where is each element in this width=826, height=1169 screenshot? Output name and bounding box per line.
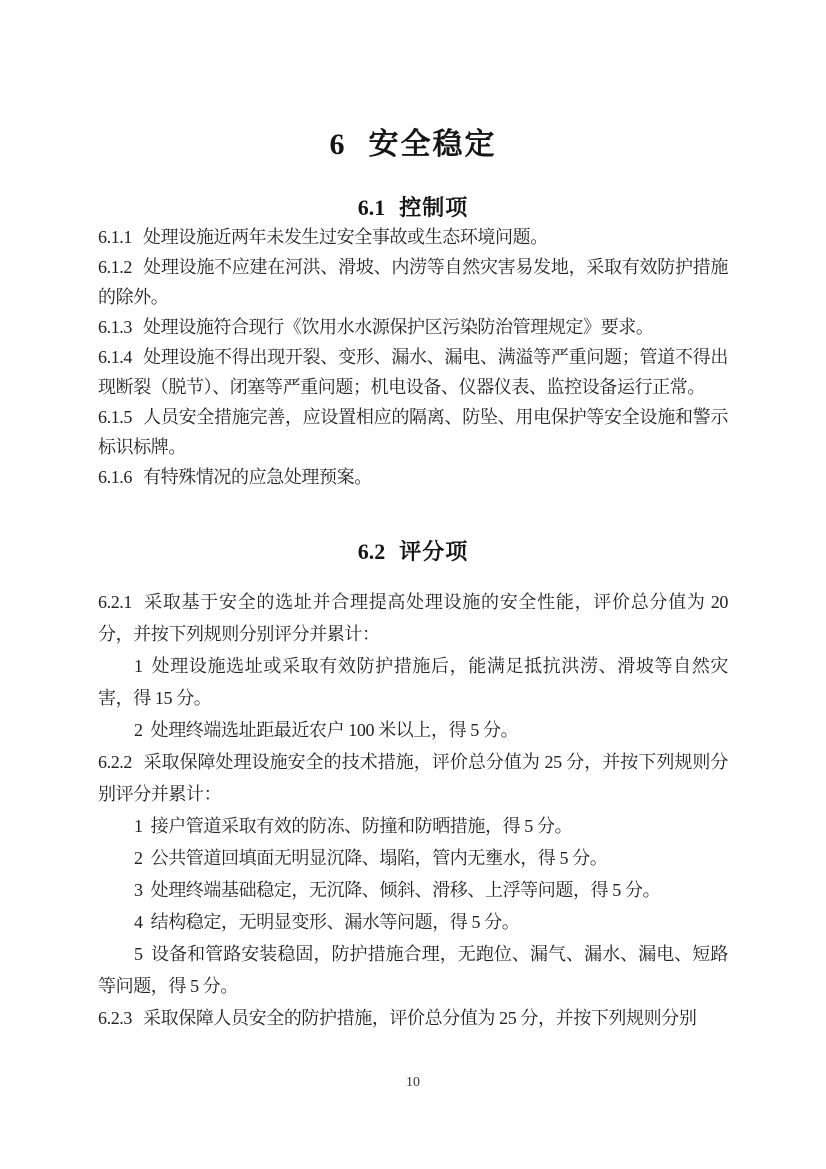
clause-text: 有特殊情况的应急处理预案。	[143, 467, 372, 487]
clause-6-1-4	[98, 342, 728, 402]
item-number: 2	[134, 848, 143, 868]
clause-number: 6.1.4	[98, 347, 133, 367]
sub-item-6-2-1-2	[98, 714, 728, 746]
clause-6-1-3	[98, 312, 728, 342]
clause-6-1-1	[98, 222, 728, 252]
item-number: 1	[134, 656, 143, 676]
clause-number: 6.1.2	[98, 257, 133, 277]
sub-item-6-2-2-2	[98, 842, 728, 874]
section-number: 6.2	[357, 539, 386, 564]
clause-text: 处理设施近两年未发生过安全事故或生态环境问题。	[143, 227, 548, 247]
clause-number: 6.2.3	[98, 1008, 133, 1028]
chapter-heading	[98, 0, 728, 164]
chapter-number: 6	[329, 128, 345, 161]
section-6-2-body	[98, 586, 728, 1034]
page-number: 10	[406, 1075, 420, 1090]
sub-item-6-2-2-4	[98, 906, 728, 938]
clause-text: 人员安全措施完善，应设置相应的隔离、防坠、用电保护等安全设施和警示标识标牌。	[98, 407, 728, 457]
item-number: 2	[134, 720, 143, 740]
clause-number: 6.1.3	[98, 317, 133, 337]
clause-text: 采取基于安全的选址并合理提高处理设施的安全性能，评价总分值为 20 分，并按下列规则分别评分并累计：	[98, 592, 728, 644]
clause-6-2-2	[98, 746, 728, 810]
chapter-title: 安全稳定	[368, 128, 497, 161]
item-text: 处理终端选址距最近农户 100 米以上，得 5 分。	[150, 720, 519, 740]
section-title: 评分项	[399, 539, 469, 564]
clause-text: 采取保障人员安全的防护措施，评价总分值为 25 分，并按下列规则分别	[143, 1008, 697, 1028]
clause-number: 6.2.2	[98, 752, 133, 772]
section-title: 控制项	[399, 195, 469, 220]
clause-6-1-2	[98, 252, 728, 312]
clause-number: 6.1.5	[98, 407, 133, 427]
clause-6-2-1	[98, 586, 728, 650]
clause-text: 采取保障处理设施安全的技术措施，评价总分值为 25 分，并按下列规则分别评分并累计：	[98, 752, 728, 804]
clause-number: 6.1.1	[98, 227, 133, 247]
sub-item-6-2-2-3	[98, 874, 728, 906]
page-content	[98, 0, 728, 1034]
section-6-1-body	[98, 222, 728, 492]
item-text: 处理终端基础稳定，无沉降、倾斜、滑移、上浮等问题，得 5 分。	[150, 880, 661, 900]
clause-text: 处理设施符合现行《饮用水水源保护区污染防治管理规定》要求。	[143, 317, 654, 337]
item-number: 5	[134, 944, 143, 964]
clause-6-1-5	[98, 402, 728, 462]
item-number: 3	[134, 880, 143, 900]
clause-text: 处理设施不应建在河洪、滑坡、内涝等自然灾害易发地，采取有效防护措施的除外。	[98, 257, 728, 307]
clause-6-2-3	[98, 1002, 728, 1034]
section-heading-6-2	[98, 538, 728, 566]
item-text: 处理设施选址或采取有效防护措施后，能满足抵抗洪涝、滑坡等自然灾害，得 15 分。	[98, 656, 728, 708]
section-number: 6.1	[357, 195, 386, 220]
clause-number: 6.1.6	[98, 467, 133, 487]
item-number: 4	[134, 912, 143, 932]
sub-item-6-2-2-5	[98, 938, 728, 1002]
sub-item-6-2-2-1	[98, 810, 728, 842]
item-number: 1	[134, 816, 143, 836]
item-text: 公共管道回填面无明显沉降、塌陷，管内无壅水，得 5 分。	[150, 848, 608, 868]
clause-6-1-6	[98, 462, 728, 492]
sub-item-6-2-1-1	[98, 650, 728, 714]
clause-text: 处理设施不得出现开裂、变形、漏水、漏电、满溢等严重问题；管道不得出现断裂（脱节）、闭塞等严重问题；机电设备、仪器仪表、监控设备运行正常。	[98, 347, 728, 397]
section-heading-6-1	[98, 194, 728, 222]
item-text: 结构稳定，无明显变形、漏水等问题，得 5 分。	[150, 912, 520, 932]
item-text: 设备和管路安装稳固，防护措施合理，无跑位、漏气、漏水、漏电、短路等问题，得 5 分。	[98, 944, 728, 996]
item-text: 接户管道采取有效的防冻、防撞和防晒措施，得 5 分。	[150, 816, 573, 836]
clause-number: 6.2.1	[98, 592, 133, 612]
